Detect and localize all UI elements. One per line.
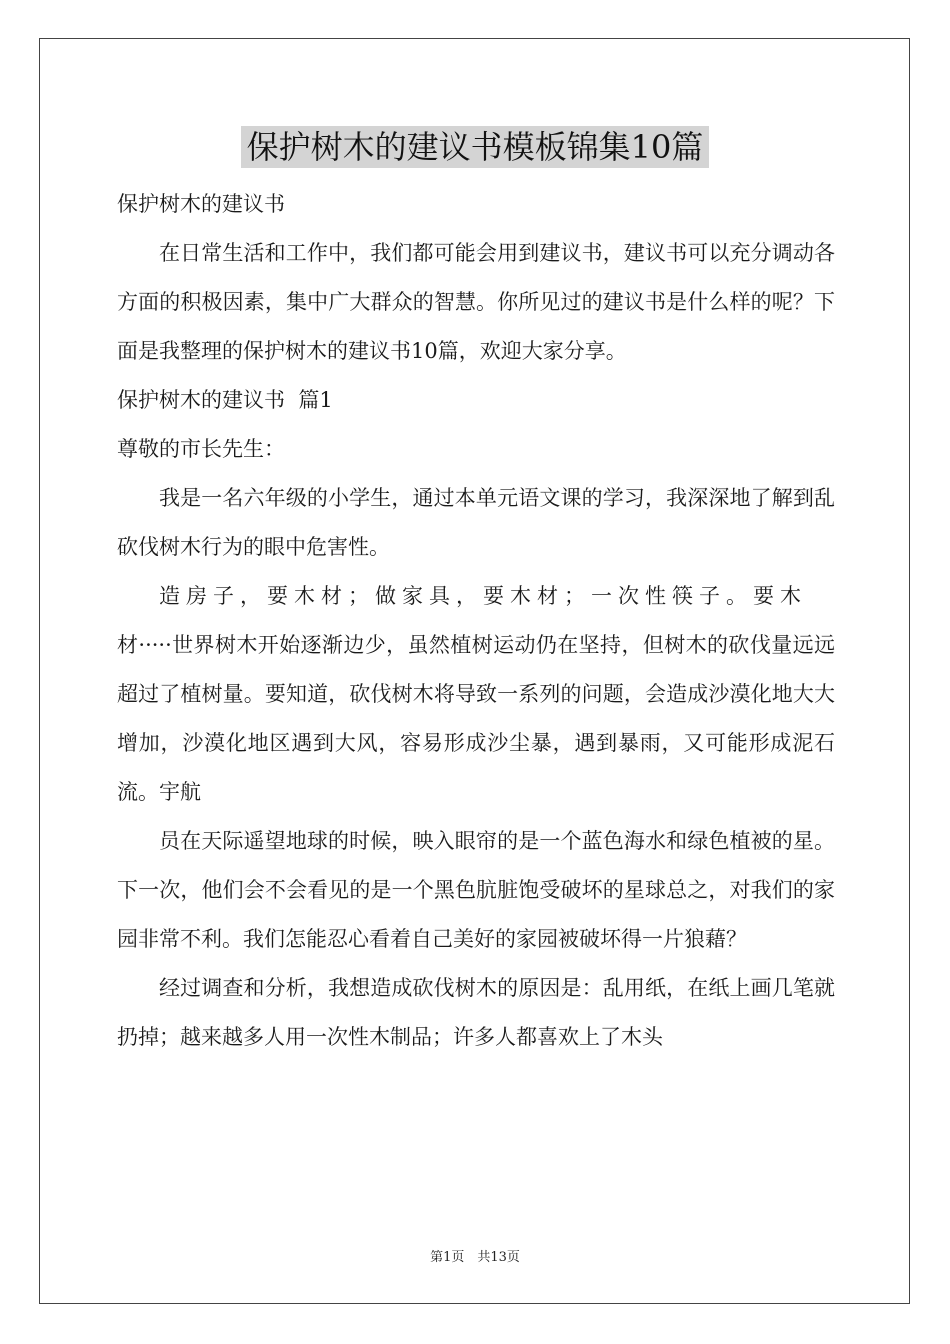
title-container — [0, 126, 950, 168]
page-footer: 第1页 共13页 — [430, 1250, 520, 1265]
body-paragraph-1: 我是一名六年级的小学生，通过本单元语文课的学习，我深深地了解到乱砍伐树木行为的眼中危害性。 — [117, 486, 835, 559]
document-title: 保护树木的建议书模板锦集10篇 — [241, 126, 710, 168]
heading-line: 保护树木的建议书 — [117, 192, 285, 216]
document-body — [117, 180, 835, 1062]
salutation: 尊敬的市长先生： — [117, 437, 285, 461]
body-paragraph-3: 员在天际遥望地球的时候，映入眼帘的是一个蓝色海水和绿色植被的星。下一次，他们会不会看见的是一个黑色肮脏饱受破坏的星球总之，对我们的家园非常不利。我们怎能忍心看着自己美好的家园被破坏得一片狼藉？ — [117, 829, 835, 951]
intro-paragraph: 在日常生活和工作中，我们都可能会用到建议书，建议书可以充分调动各方面的积极因素，集中广大群众的智慧。你所见过的建议书是什么样的呢？下面是我整理的保护树木的建议书10篇，欢迎大家分享。 — [117, 241, 835, 363]
body-paragraph-2-first-line: 造房子，要木材；做家具，要木材；一次性筷子。要木 — [159, 584, 807, 608]
body-paragraph-4: 经过调查和分析，我想造成砍伐树木的原因是：乱用纸，在纸上画几笔就扔掉；越来越多人用一次性木制品；许多人都喜欢上了木头 — [117, 976, 835, 1049]
body-paragraph-2-rest: 材·····世界树木开始逐渐边少，虽然植树运动仍在坚持，但树木的砍伐量远远超过了植树量。要知道，砍伐树木将导致一系列的问题，会造成沙漠化地大大增加，沙漠化地区遇到大风，容易形成沙尘暴，遇到暴雨，又可能形成泥石流。宇航 — [117, 633, 835, 804]
section-title: 保护树木的建议书 篇1 — [117, 388, 333, 412]
